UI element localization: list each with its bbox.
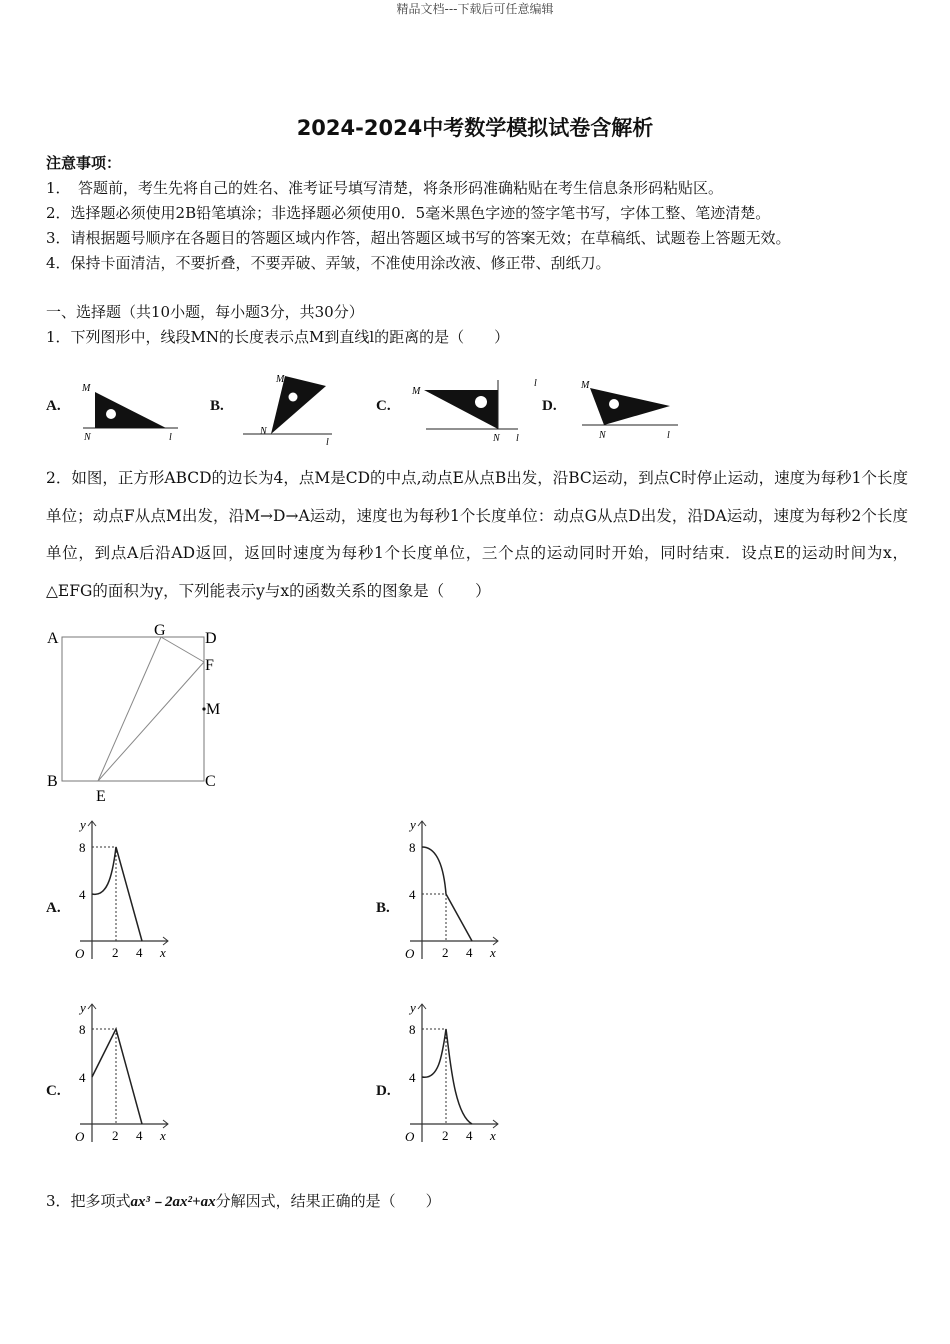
axis-y: y <box>80 1000 86 1015</box>
label-m: M <box>581 380 590 391</box>
label-l: l <box>169 432 172 443</box>
label-a: A <box>47 630 59 647</box>
tick-x2: 2 <box>112 945 119 960</box>
tick-8: 8 <box>79 840 86 855</box>
q2-graph-c <box>70 998 175 1153</box>
tick-x4: 4 <box>136 1128 143 1143</box>
label-n: N <box>493 433 500 444</box>
tick-4: 4 <box>79 1070 86 1085</box>
q2-option-c-label: C. <box>46 1083 61 1099</box>
tick-8: 8 <box>79 1022 86 1037</box>
label-n: N <box>84 432 91 443</box>
label-f: F <box>205 657 214 674</box>
label-g: G <box>154 622 166 639</box>
q1-option-d-label: D. <box>542 398 557 414</box>
origin: O <box>405 1129 415 1144</box>
question-2-text: 2．如图，正方形ABCD的边长为4，点M是CD的中点,动点E从点B出发，沿BC运动，到点C时停止运动，速度为每秒1个长度单位；动点F从点M出发，沿M→D→A运动，速度也为每秒1个长度单位：动点G从点D出发，沿DA运动，速度为每秒2个长度单位，到点A后沿AD返回，返回时速度为每秒1个长度单位，三个点的运动同时开始，同时结束．设点E的运动时间为x，△EFG的面积为y，下列能表示y与x的函数关系的图象是（ ） <box>46 469 908 600</box>
axis-y: y <box>80 817 86 832</box>
notice-item-3: 3．请根据题号顺序在各题目的答题区域内作答，超出答题区域书写的答案无效；在草稿纸、试题卷上答题无效。 <box>46 229 791 247</box>
tick-4: 4 <box>79 887 86 902</box>
section-heading: 一、选择题（共10小题，每小题3分，共30分） <box>46 303 364 321</box>
notice-item-2: 2．选择题必须使用2B铅笔填涂；非选择题必须使用0．5毫米黑色字迹的签字笔书写，字体工整、笔迹清楚。 <box>46 204 771 222</box>
tick-8: 8 <box>409 840 416 855</box>
tick-x2: 2 <box>112 1128 119 1143</box>
axis-x: x <box>160 945 166 960</box>
origin: O <box>75 1129 85 1144</box>
axis-x: x <box>490 945 496 960</box>
page-title: 2024-2024中考数学模拟试卷含解析 <box>296 116 654 140</box>
question-3-text <box>46 1190 441 1211</box>
q2-option-a-label: A. <box>46 900 61 916</box>
q2-graph-d <box>400 998 505 1153</box>
label-l: l <box>667 430 670 441</box>
q1-option-c-label: C. <box>376 398 391 414</box>
label-e: E <box>96 788 106 805</box>
label-d: D <box>205 630 217 647</box>
q2-graph-b <box>400 815 505 970</box>
origin: O <box>75 946 85 961</box>
q2-option-d-label: D. <box>376 1083 391 1099</box>
tick-x2: 2 <box>442 945 449 960</box>
notice-item-1: 1． 答题前，考生先将自己的姓名、准考证号填写清楚，将条形码准确粘贴在考生信息条形码粘贴区。 <box>46 179 724 197</box>
tick-4: 4 <box>409 887 416 902</box>
label-n: N <box>599 430 606 441</box>
label-m: M <box>276 374 285 385</box>
q1-option-b-label: B. <box>210 398 224 414</box>
axis-y: y <box>410 1000 416 1015</box>
label-l-top: l <box>534 378 537 389</box>
axis-x: x <box>490 1128 496 1143</box>
label-l: l <box>516 433 519 444</box>
label-m: M <box>206 701 221 718</box>
label-n: N <box>260 426 267 437</box>
tick-x4: 4 <box>466 1128 473 1143</box>
tick-x4: 4 <box>466 945 473 960</box>
tick-x4: 4 <box>136 945 143 960</box>
question-1-text: 1．下列图形中，线段MN的长度表示点M到直线l的距离的是（ ） <box>46 328 510 346</box>
q2-square-figure <box>40 618 230 808</box>
q3-polynomial: ax³﹣2ax²+ax <box>130 1194 216 1210</box>
q1-figure-d <box>578 376 683 442</box>
q1-figure-c <box>408 372 538 444</box>
q1-figure-b <box>240 368 340 448</box>
tick-8: 8 <box>409 1022 416 1037</box>
q1-figure-a <box>78 378 183 444</box>
notice-item-4: 4．保持卡面清洁，不要折叠，不要弄破、弄皱，不准使用涂改液、修正带、刮纸刀。 <box>46 254 611 272</box>
axis-y: y <box>410 817 416 832</box>
label-m: M <box>412 386 421 397</box>
origin: O <box>405 946 415 961</box>
label-m: M <box>82 383 91 394</box>
q3-suffix: 分解因式，结果正确的是（ ） <box>215 1192 441 1210</box>
axis-x: x <box>160 1128 166 1143</box>
label-l: l <box>326 437 329 448</box>
tick-x2: 2 <box>442 1128 449 1143</box>
page-header: 精品文档---下载后可任意编辑 <box>396 2 554 16</box>
tick-4: 4 <box>409 1070 416 1085</box>
label-c: C <box>205 773 216 790</box>
q1-option-a-label: A. <box>46 398 61 414</box>
q2-graph-a <box>70 815 175 970</box>
notice-heading: 注意事项： <box>46 154 122 172</box>
q2-option-b-label: B. <box>376 900 390 916</box>
label-b: B <box>47 773 58 790</box>
q3-prefix: 3．把多项式 <box>46 1192 131 1210</box>
